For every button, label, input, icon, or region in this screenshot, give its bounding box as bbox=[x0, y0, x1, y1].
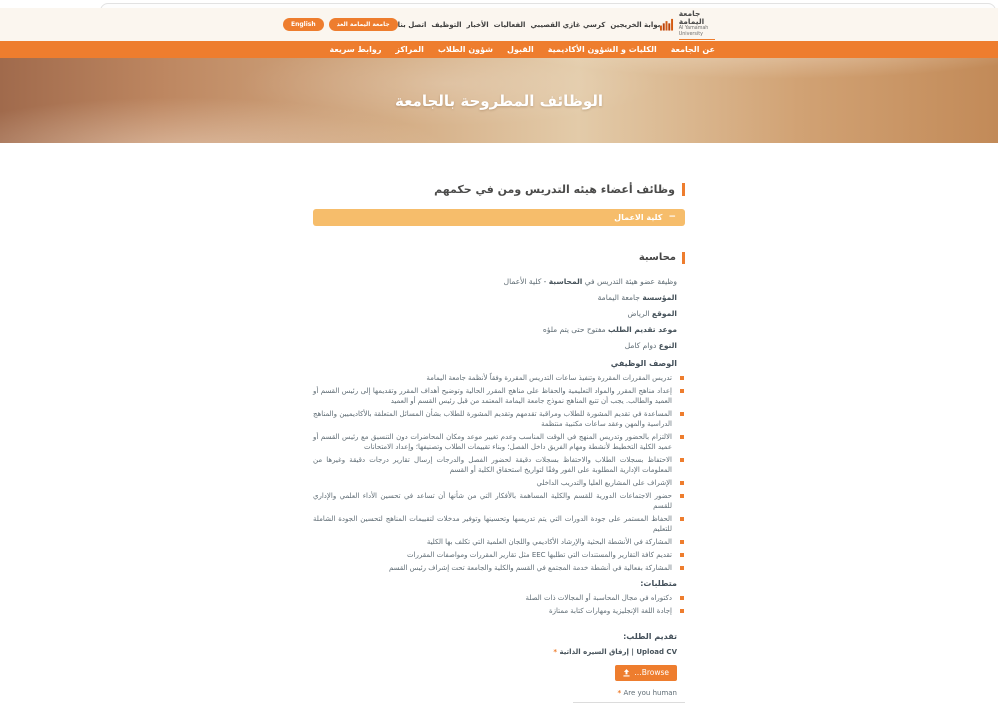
job-field-row bbox=[313, 293, 685, 302]
main-navigation bbox=[0, 41, 998, 58]
hero-banner bbox=[0, 58, 998, 143]
field-label: النوع bbox=[658, 341, 677, 350]
nav-item[interactable]: الكليات و الشؤون الأكاديمية bbox=[547, 45, 657, 54]
upload-cv-label bbox=[313, 648, 685, 656]
nav-item[interactable]: شؤون الطلاب bbox=[437, 45, 494, 54]
logo-title-english: Al Yamamah University bbox=[679, 26, 715, 40]
description-bullet-text: إعداد مناهج المقرر والمواد التعليمية والحفاظ على مناهج المقرر الحالية وتوضيح أهداف المقرر وتقديمها إلى رئيس القسم أو العميد والطالب. يجب أن تتبع المناهج نموذج جامعة اليمامة المعتمد من قبل رئيس القسم أو العميد bbox=[313, 387, 672, 405]
description-bullet bbox=[313, 409, 685, 429]
upload-icon bbox=[623, 669, 630, 677]
job-field-row bbox=[313, 341, 685, 350]
topbar-buttons bbox=[283, 18, 398, 31]
requirement-bullet bbox=[313, 606, 685, 616]
nav-item[interactable]: عن الجامعة bbox=[670, 45, 715, 54]
browse-button-label: Browse… bbox=[634, 668, 669, 677]
bullet-square-icon bbox=[680, 481, 684, 485]
nav-item[interactable]: المراكز bbox=[395, 45, 424, 54]
field-value: مفتوح حتى يتم ملؤه bbox=[542, 325, 606, 334]
browse-button[interactable] bbox=[615, 665, 677, 681]
logo-bars-icon bbox=[660, 15, 674, 35]
bullet-square-icon bbox=[680, 389, 684, 393]
job-summary-prefix: وظيفة عضو هيئة التدريس في bbox=[582, 277, 677, 286]
upload-cv-label-text: Upload CV | إرفاق السيره الذاتية bbox=[559, 648, 677, 656]
topbar-pill-button[interactable]: English bbox=[283, 18, 324, 31]
topbar-link[interactable]: كرسي غازي القصيبي bbox=[530, 20, 606, 29]
bullet-square-icon bbox=[680, 553, 684, 557]
description-bullet bbox=[313, 432, 685, 452]
apply-heading: تقديم الطلب: bbox=[623, 632, 677, 641]
browse-row bbox=[313, 660, 685, 681]
description-bullet-text: حضور الاجتماعات الدورية للقسم والكلية المساهمة بالأفكار التي من شأنها أن تساعد في تحسين الأداء العلمي والإداري للقسم bbox=[313, 492, 672, 510]
topbar-links bbox=[398, 21, 661, 29]
job-fields bbox=[313, 293, 685, 350]
topbar-link[interactable]: اتصل بنا bbox=[397, 20, 427, 29]
nav-item[interactable]: روابط سريعة bbox=[329, 45, 382, 54]
description-bullet-text: المشاركة بفعالية في أنشطة خدمة المجتمع في القسم والكلية والجامعة تحت إشراف رئيس القسم bbox=[388, 564, 672, 572]
requirement-bullet-text: إجادة اللغة الإنجليزية ومهارات كتابة ممتازة bbox=[548, 607, 672, 615]
bullet-square-icon bbox=[680, 412, 684, 416]
description-bullet-text: الالتزام بالحضور وتدريس المنهج في الوقت المناسب وعدم تغيير موعد ومكان المحاضرات دون التنسيق مع رئيس القسم أو عميد الكلية التخطيط لأنشطة ومهام الفريق داخل الفصل؛ وبناء تقييمات الطلاب وتصنيفها؛ وإعداد الامتحانات bbox=[313, 433, 672, 451]
logo-text bbox=[679, 10, 715, 40]
captcha-label bbox=[313, 689, 685, 697]
university-logo[interactable] bbox=[660, 10, 715, 40]
field-label: المؤسسة bbox=[642, 293, 677, 302]
bullet-square-icon bbox=[680, 540, 684, 544]
top-edge-artifact bbox=[0, 0, 998, 8]
requirements-list bbox=[313, 593, 685, 616]
description-bullet bbox=[313, 478, 685, 488]
description-bullet-text: الحفاظ المستمر على جودة الدورات التي يتم تدريسها وتحسينها وتوفير مدخلات لتقييمات المناهج لتحسين الجودة الشاملة للتعليم bbox=[313, 515, 672, 533]
requirement-bullet bbox=[313, 593, 685, 603]
site-header bbox=[0, 8, 998, 41]
captcha-field-edge[interactable] bbox=[573, 702, 685, 703]
college-accordion-toggle[interactable] bbox=[313, 209, 685, 226]
description-bullet-text: المشاركة في الأنشطة البحثية والإرشاد الأكاديمي واللجان العلمية التي تكلف بها الكلية bbox=[426, 538, 672, 546]
description-bullet bbox=[313, 373, 685, 383]
field-label: الموقع bbox=[651, 309, 677, 318]
site-header-inner bbox=[283, 10, 715, 40]
bullet-square-icon bbox=[680, 494, 684, 498]
field-label: موعد تقديم الطلب bbox=[608, 325, 677, 334]
job-description-list bbox=[313, 373, 685, 573]
bullet-square-icon bbox=[680, 458, 684, 462]
main-content bbox=[313, 183, 685, 703]
description-bullet-text: الإشراف على المشاريع العليا والتدريب الداخلي bbox=[536, 479, 672, 487]
logo-title-arabic: جامعة اليمامة bbox=[678, 8, 705, 26]
description-bullet bbox=[313, 550, 685, 560]
field-value: جامعة اليمامة bbox=[597, 293, 640, 302]
job-field-row bbox=[313, 309, 685, 318]
bullet-square-icon bbox=[680, 566, 684, 570]
description-bullet-text: المساعدة في تقديم المشورة للطلاب ومراقبة تقدمهم وتقديم المشورة للطلاب بشأن المسائل المتعلقة بالأكاديميين والمناهج الدراسية والمهن وعقد ساعات مكتبية منتظمة bbox=[313, 410, 672, 428]
bullet-square-icon bbox=[680, 609, 684, 613]
job-field-row bbox=[313, 325, 685, 334]
collapse-minus-icon: − bbox=[668, 212, 676, 222]
description-bullet bbox=[313, 386, 685, 406]
nav-item[interactable]: القبول bbox=[507, 45, 534, 54]
description-bullet bbox=[313, 514, 685, 534]
top-edge-rounded-line bbox=[100, 3, 996, 8]
requirements-heading: متطلبات: bbox=[640, 579, 677, 588]
description-bullet bbox=[313, 491, 685, 511]
hero-title: الوظائف المطروحة بالجامعة bbox=[394, 91, 604, 110]
required-asterisk: * bbox=[617, 688, 622, 697]
description-bullet-text: تدريس المقررات المقررة وتنفيذ ساعات التدريس المقررة وفقاً لأنظمة جامعة اليمامة bbox=[426, 374, 672, 382]
job-description-heading: الوصف الوظيفي bbox=[610, 359, 677, 368]
description-bullet-text: الاحتفاظ بسجلات الطلاب والاحتفاظ بسجلات دقيقة لحضور الفصل والدرجات إرسال تقارير درجات دقيقة وغيرها من المعلومات الإدارية المطلوبة على الفور وفقًا لتواريخ استحقاق الكلية أو القسم bbox=[313, 456, 672, 474]
page-heading: وظائف أعضاء هيئه التدريس ومن في حكمهم bbox=[313, 183, 685, 196]
topbar-link[interactable]: الفعاليات bbox=[493, 20, 526, 29]
main-navigation-inner bbox=[283, 41, 715, 58]
topbar-link[interactable]: التوظيف bbox=[431, 20, 462, 29]
topbar-link[interactable]: بوابة الخريجين bbox=[610, 20, 661, 29]
topbar-pill-button[interactable]: جامعة اليمامة الغد bbox=[329, 18, 398, 31]
job-summary-specialty: المحاسبة bbox=[548, 277, 583, 286]
bullet-square-icon bbox=[680, 435, 684, 439]
description-bullet bbox=[313, 537, 685, 547]
job-summary-suffix: - كلية الأعمال bbox=[503, 277, 549, 286]
captcha-label-text: Are you human bbox=[623, 688, 677, 697]
job-section-title: محاسبة bbox=[313, 252, 685, 264]
bullet-square-icon bbox=[680, 596, 684, 600]
description-bullet bbox=[313, 563, 685, 573]
job-summary bbox=[313, 277, 685, 286]
topbar-link[interactable]: الأخبار bbox=[466, 20, 489, 29]
description-bullet-text: تقديم كافة التقارير والمستندات التي تطلبها EEC مثل تقارير المقررات ومواصفات المقررات bbox=[406, 551, 672, 559]
field-value: الرياض bbox=[627, 309, 650, 318]
bullet-square-icon bbox=[680, 376, 684, 380]
field-value: دوام كامل bbox=[624, 341, 657, 350]
bullet-square-icon bbox=[680, 517, 684, 521]
description-bullet bbox=[313, 455, 685, 475]
required-asterisk: * bbox=[553, 648, 558, 656]
requirement-bullet-text: دكتوراه في مجال المحاسبة أو المجالات ذات الصلة bbox=[525, 594, 672, 602]
accordion-label: كلية الاعمال bbox=[614, 213, 663, 222]
